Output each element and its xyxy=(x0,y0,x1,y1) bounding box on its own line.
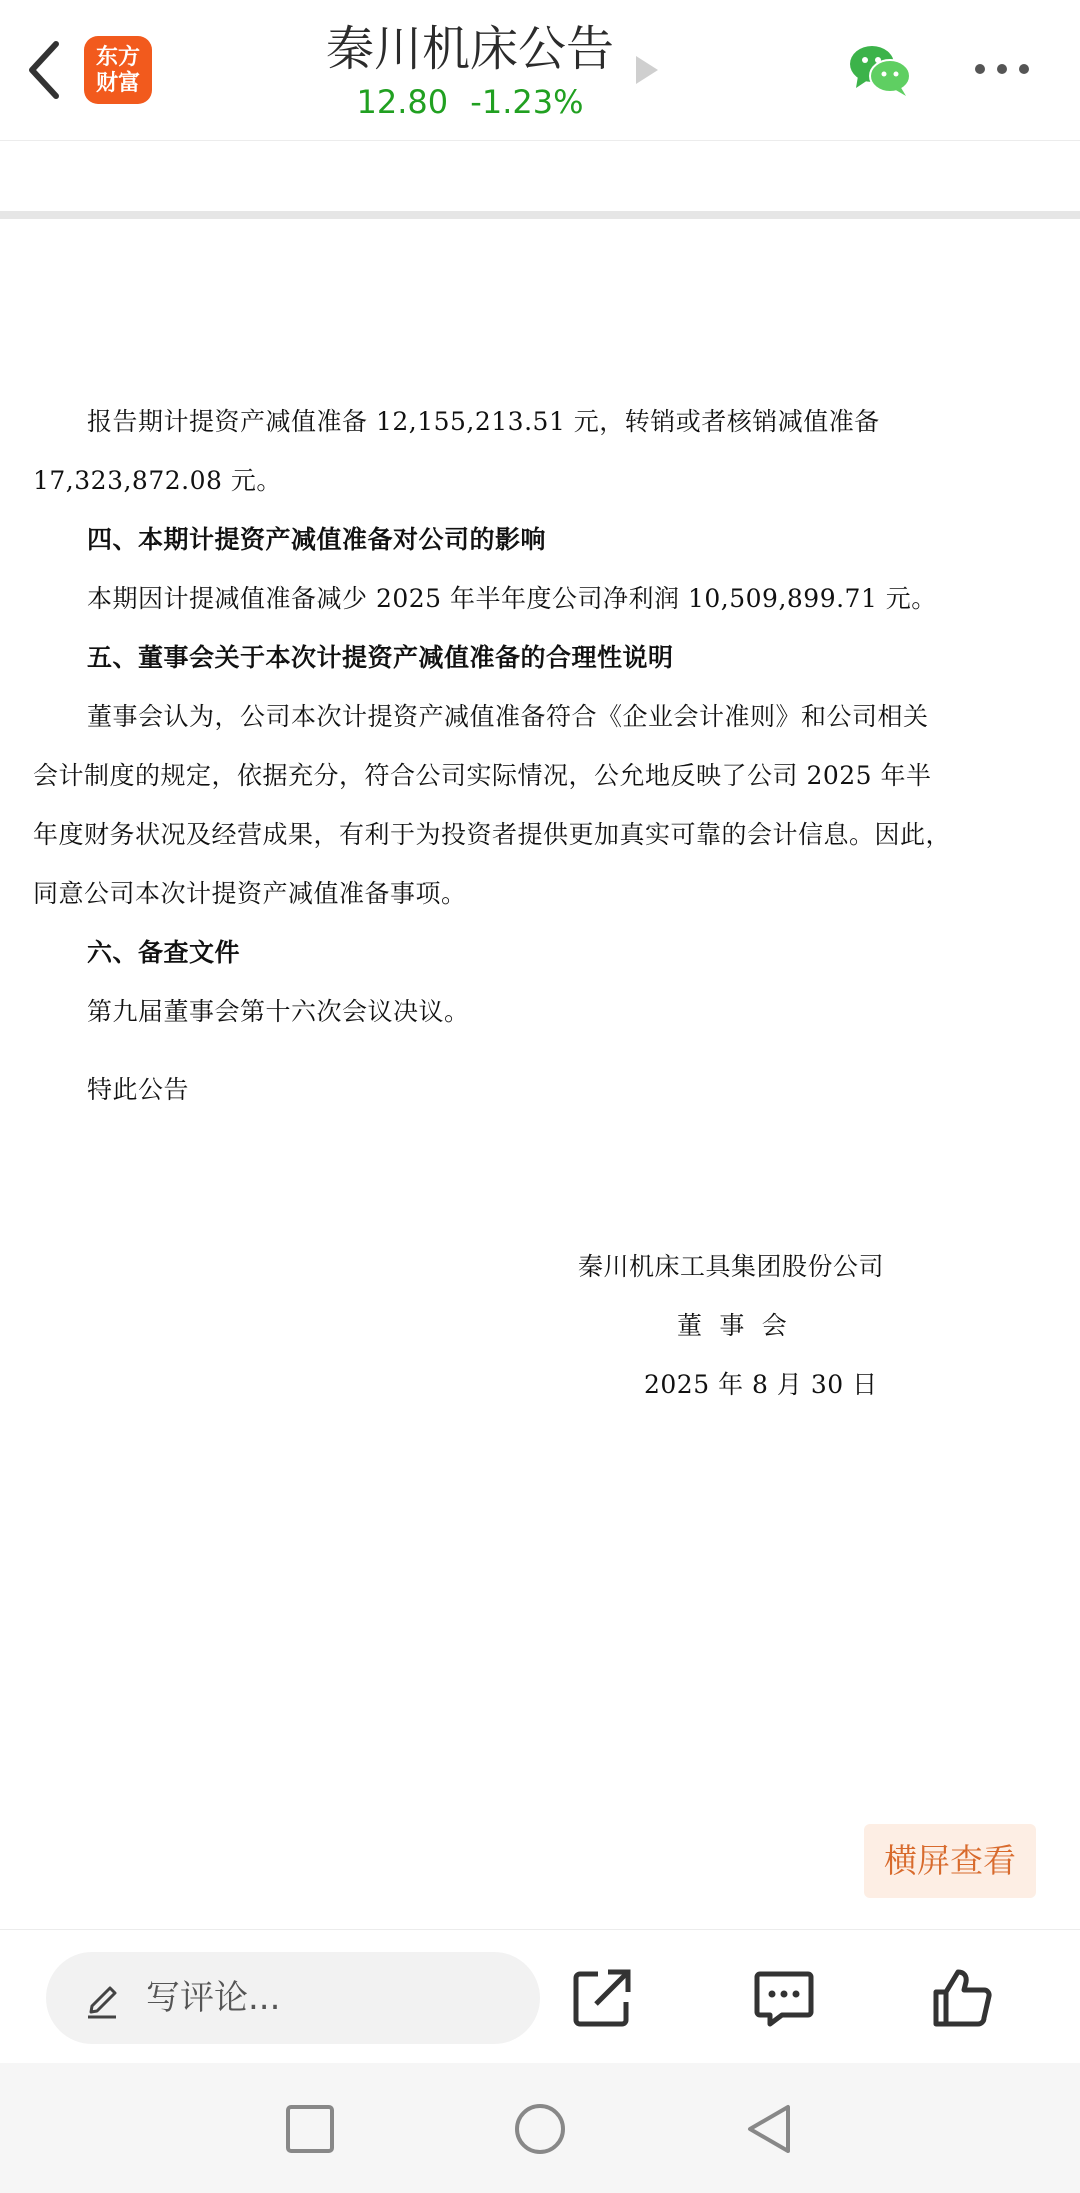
logo-line-1: 东方 xyxy=(95,44,140,70)
paragraph-line: 董事会认为，公司本次计提资产减值准备符合《企业会计准则》和公司相关 xyxy=(87,702,929,731)
home-circle-icon[interactable] xyxy=(512,2101,568,2157)
stock-price: 12.80 xyxy=(356,83,449,121)
section-heading-4: 四、本期计提资产减值准备对公司的影响 xyxy=(87,525,547,554)
stock-quote xyxy=(270,82,670,122)
section-heading-6: 六、备查文件 xyxy=(87,938,241,967)
wechat-icon[interactable] xyxy=(848,42,912,98)
stock-change: -1.23% xyxy=(470,83,584,121)
paragraph-line: 会计制度的规定，依据充分，符合公司实际情况，公允地反映了公司 2025 年半 xyxy=(33,761,932,790)
signature-company: 秦川机床工具集团股份公司 xyxy=(578,1252,885,1281)
logo-line-2: 财富 xyxy=(95,70,140,96)
title-block[interactable] xyxy=(270,14,670,122)
signature-board: 董 事 会 xyxy=(677,1311,788,1340)
landscape-view-button[interactable]: 横屏查看 xyxy=(864,1824,1036,1898)
thumbs-up-icon[interactable] xyxy=(930,1966,994,2030)
system-nav-bar xyxy=(0,2063,1080,2193)
closing-text: 特此公告 xyxy=(87,1075,190,1104)
comment-bubble-icon[interactable] xyxy=(752,1966,816,2030)
comment-input[interactable] xyxy=(46,1952,540,2044)
back-triangle-icon[interactable] xyxy=(742,2101,798,2157)
paragraph-line: 年度财务状况及经营成果，有利于为投资者提供更加真实可靠的会计信息。因此， xyxy=(33,820,952,849)
paragraph-line: 本期因计提减值准备减少 2025 年半年度公司净利润 10,509,899.71 元。 xyxy=(87,584,937,613)
back-chevron-icon[interactable] xyxy=(22,36,70,104)
paragraph-line: 报告期计提资产减值准备 12,155,213.51 元，转销或者核销减值准备 xyxy=(87,407,880,436)
recent-apps-square-icon[interactable] xyxy=(282,2101,338,2157)
page-title: 秦川机床公告 xyxy=(325,21,614,77)
paragraph-line: 同意公司本次计提资产减值准备事项。 xyxy=(33,879,467,908)
paragraph-line: 17,323,872.08 元。 xyxy=(33,466,282,495)
more-dots-icon[interactable] xyxy=(972,54,1032,84)
signature-date: 2025 年 8 月 30 日 xyxy=(644,1370,878,1399)
share-external-icon[interactable] xyxy=(570,1966,634,2030)
pen-icon xyxy=(82,1976,122,2020)
announcement-document xyxy=(0,219,1080,1929)
paragraph-line: 第九届董事会第十六次会议决议。 xyxy=(87,997,470,1026)
section-heading-5: 五、董事会关于本次计提资产减值准备的合理性说明 xyxy=(87,643,674,672)
top-bar xyxy=(0,0,1080,141)
play-triangle-icon[interactable] xyxy=(636,56,658,84)
comment-placeholder: 写评论... xyxy=(146,1978,281,2018)
divider xyxy=(0,211,1080,219)
app-logo[interactable] xyxy=(84,36,152,104)
